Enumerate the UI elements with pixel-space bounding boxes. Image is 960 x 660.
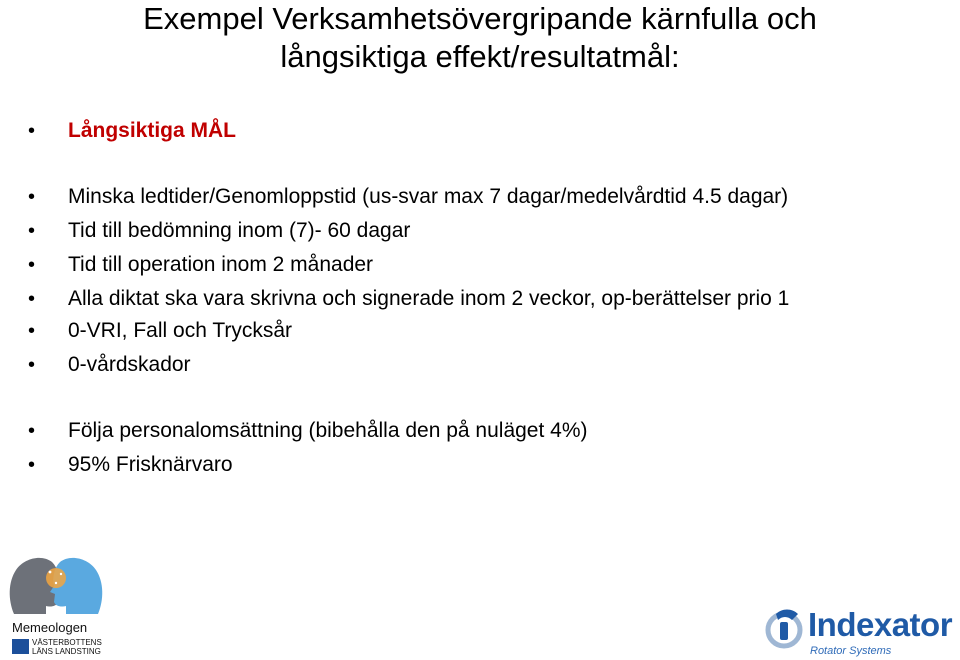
- memeologen-organisation: VÄSTERBOTTENS LÄNS LANDSTING: [32, 638, 102, 656]
- list-item-text: Tid till operation inom 2 månader: [68, 253, 374, 276]
- list-item-text: Alla diktat ska vara skrivna och signerade inom 2 veckor, op-berättelser prio 1: [68, 287, 790, 310]
- list-item-text: Långsiktiga MÅL: [68, 119, 237, 142]
- memeologen-logo: [6, 552, 106, 660]
- memeologen-name: Memeologen: [12, 620, 88, 635]
- indexator-emblem-icon: [762, 604, 808, 652]
- list-item-text: Minska ledtider/Genomloppstid (us-svar max 7 dagar/medelvårdtid 4.5 dagar): [68, 185, 789, 208]
- slide-title-line-1: Exempel Verksamhetsövergripande kärnfulla och: [143, 1, 817, 36]
- slide-title-line-2: långsiktiga effekt/resultatmål:: [280, 39, 680, 74]
- list-item-text: 0-VRI, Fall och Trycksår: [68, 319, 293, 342]
- list-item-text: 0-vårdskador: [68, 353, 191, 376]
- indexator-tagline: Rotator Systems: [810, 645, 892, 657]
- indexator-logo: [760, 600, 960, 660]
- list-item-text: Följa personalomsättning (bibehålla den på nuläget 4%): [68, 419, 588, 442]
- slide-title: [0, 0, 960, 76]
- indexator-name: Indexator: [808, 606, 953, 643]
- list-item-text: Tid till bedömning inom (7)- 60 dagar: [68, 219, 411, 242]
- landsting-flag-icon: [12, 639, 29, 654]
- list-item-text: 95% Frisknärvaro: [68, 453, 233, 476]
- heads-logo-icon: [6, 552, 106, 622]
